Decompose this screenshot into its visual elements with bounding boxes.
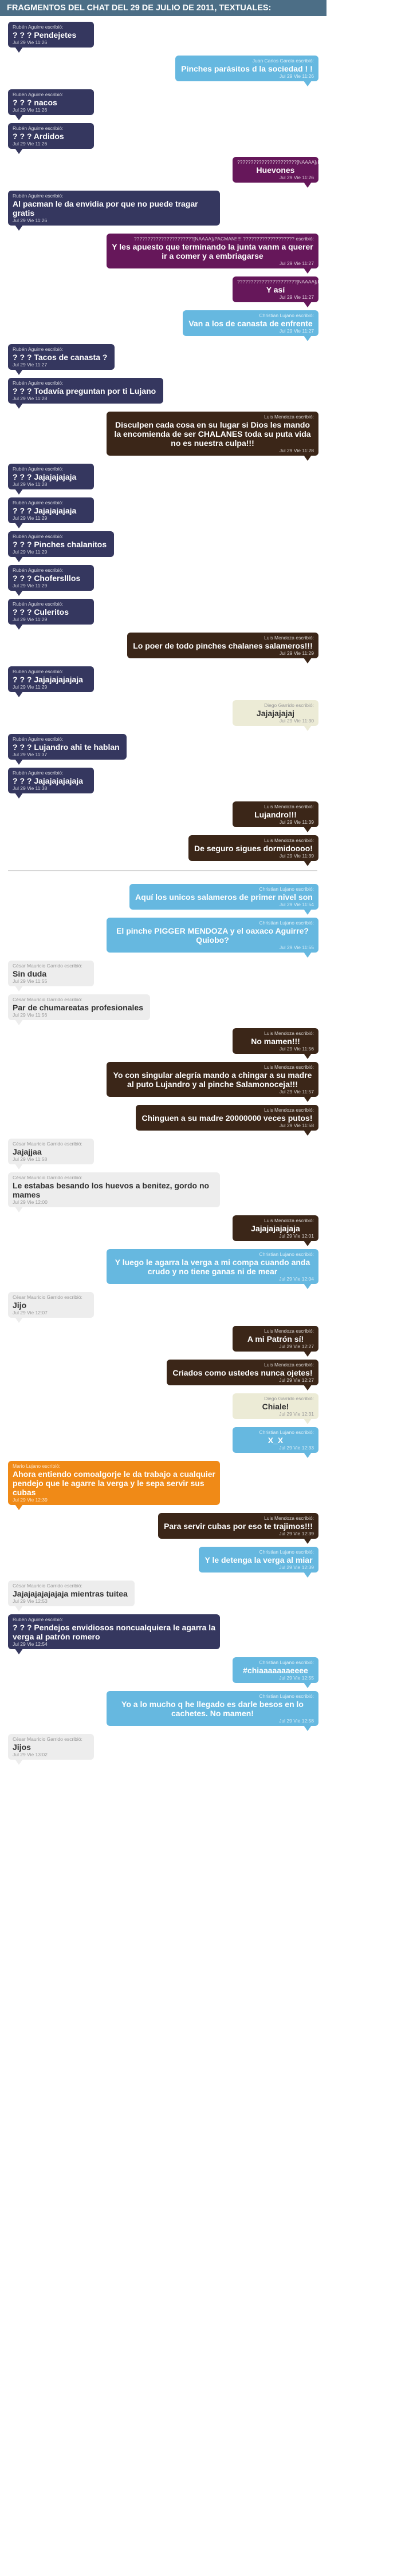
message-text: Ahora entiendo comoalgorje le da trabajo a cualquier pendejo que le agarre la verga y le sepa servir sus cubas (13, 1469, 215, 1497)
message-timestamp: Jul 29 Vie 12:39 (279, 1564, 314, 1570)
message-author: ??????????????????????[NAAAA]¡PACMAN!!!!! ??????????????????? escribió: (237, 159, 417, 165)
chat-message (199, 1547, 318, 1573)
chat-message (8, 1581, 135, 1606)
message-author: Christian Lujano escribió: (259, 920, 314, 926)
message-author: Rubén Aguirre escribió: (13, 1617, 64, 1622)
bubble-tail (304, 302, 312, 307)
bubble-tail (304, 1385, 312, 1390)
chat-message (233, 1326, 318, 1352)
chat-message (8, 1614, 220, 1649)
message-text: Lo poer de todo pinches chalanes salameros!!! (133, 641, 313, 650)
bubble-tail (304, 1283, 312, 1289)
message-timestamp: Jul 29 Vie 11:39 (279, 819, 314, 825)
message-text: De seguro sigues dormidoooo! (194, 844, 313, 853)
chat-message (8, 961, 94, 986)
bubble-tail (304, 1538, 312, 1544)
message-text: Sin duda (13, 969, 47, 978)
message-author: Christian Lujano escribió: (259, 1251, 314, 1257)
bubble-tail (304, 1725, 312, 1731)
chat-message (107, 918, 318, 953)
message-author: Rubén Aguirre escribió: (13, 92, 64, 97)
message-author: César Mauricio Garrido escribió: (13, 963, 82, 969)
message-text: Pinches parásitos d la sociedad ! ! (181, 64, 313, 73)
bubble-tail (15, 1164, 23, 1170)
chat-message (127, 633, 318, 658)
message-timestamp: Jul 29 Vie 12:27 (279, 1344, 314, 1349)
bubble-tail (15, 1759, 23, 1765)
message-text: Disculpen cada cosa en su lugar si Dios les mando la encomienda de ser CHALANES toda su puta vida no es nuestra culpa!!! (114, 420, 311, 448)
bubble-tail (304, 1419, 312, 1424)
message-timestamp: Jul 29 Vie 12:07 (13, 1310, 48, 1315)
message-author: Luis Mendoza escribió: (264, 1515, 314, 1521)
bubble-tail (15, 1504, 23, 1510)
message-author: Rubén Aguirre escribió: (13, 534, 64, 539)
message-text: Jajajajajajajaja mientras tuitea (13, 1589, 128, 1598)
bubble-tail (304, 725, 312, 731)
message-text: ? ? ? Jajajajajaja (13, 472, 77, 481)
chat-message (158, 1513, 318, 1539)
message-author: Christian Lujano escribió: (259, 1549, 314, 1555)
chat-message (183, 310, 318, 336)
message-text: ? ? ? nacos (13, 98, 57, 107)
chat-message (8, 734, 127, 760)
message-author: Rubén Aguirre escribió: (13, 736, 64, 742)
message-timestamp: Jul 29 Vie 11:27 (13, 362, 48, 368)
bubble-tail (15, 114, 23, 120)
message-timestamp: Jul 29 Vie 12:39 (13, 1497, 48, 1503)
chat-message (8, 497, 94, 523)
message-text: No mamen!!! (251, 1037, 300, 1046)
message-timestamp: Jul 29 Vie 11:29 (279, 650, 314, 656)
message-timestamp: Jul 29 Vie 11:26 (13, 141, 48, 147)
message-author: Christian Lujano escribió: (259, 313, 314, 318)
message-timestamp: Jul 29 Vie 11:58 (279, 1123, 314, 1128)
bubble-tail (15, 590, 23, 596)
bubble-tail (15, 1649, 23, 1654)
message-author: Luis Mendoza escribió: (264, 1064, 314, 1070)
message-text: Al pacman le da envidia por que no puede tragar gratis (13, 199, 198, 218)
message-text: Jajajajajaj (256, 709, 295, 718)
message-timestamp: Jul 29 Vie 12:00 (13, 1199, 48, 1205)
message-author: Luis Mendoza escribió: (264, 414, 314, 420)
bubble-tail (15, 624, 23, 630)
bubble-tail (304, 1240, 312, 1246)
chat-message (129, 884, 318, 910)
message-text: ? ? ? Pendejetes (13, 30, 77, 39)
chat-message (8, 1172, 220, 1207)
bubble-tail (304, 455, 312, 461)
message-timestamp: Jul 29 Vie 11:26 (13, 39, 48, 45)
chat-message (8, 464, 94, 489)
message-text: Chinguen a su madre 20000000 veces putos! (141, 1113, 313, 1123)
message-author: Rubén Aguirre escribió: (13, 380, 64, 386)
message-text: Huevones (256, 165, 295, 175)
message-timestamp: Jul 29 Vie 11:55 (279, 945, 314, 950)
message-author: Luis Mendoza escribió: (264, 1107, 314, 1113)
message-timestamp: Jul 29 Vie 12:55 (279, 1675, 314, 1681)
chat-message (107, 1062, 318, 1097)
message-timestamp: Jul 29 Vie 11:29 (13, 549, 48, 555)
message-text: Jajajjaa (13, 1147, 42, 1156)
chat-message (8, 1461, 220, 1505)
chat-message (167, 1360, 318, 1385)
chat-message (233, 1215, 318, 1241)
chat-message (107, 1691, 318, 1726)
chat-message (8, 666, 94, 692)
message-text: Para servir cubas por eso te trajimos!!! (164, 1522, 313, 1531)
chat-feed[interactable] (0, 16, 417, 2576)
chat-message (107, 234, 318, 268)
message-timestamp: Jul 29 Vie 12:33 (279, 1445, 314, 1451)
message-timestamp: Jul 29 Vie 12:27 (279, 1377, 314, 1383)
message-author: César Mauricio Garrido escribió: (13, 1141, 82, 1147)
bubble-tail (15, 759, 23, 765)
chat-message (233, 1427, 318, 1453)
bubble-tail (15, 1207, 23, 1212)
message-timestamp: Jul 29 Vie 11:56 (279, 1046, 314, 1052)
message-author: César Mauricio Garrido escribió: (13, 1583, 82, 1589)
message-text: Lujandro!!! (254, 810, 297, 819)
message-text: Jijos (13, 1743, 31, 1752)
message-text: #chiaaaaaaaeeee (243, 1666, 308, 1675)
bubble-tail (15, 225, 23, 231)
message-text: Yo con singular alegría mando a chingar a su madre al puto Lujandro y al pinche Salamonoceja!!! (113, 1070, 312, 1089)
bubble-tail (15, 369, 23, 375)
message-timestamp: Jul 29 Vie 12:53 (13, 1598, 48, 1604)
chat-message (233, 157, 417, 183)
message-text: Y le detenga la verga al miar (204, 1555, 313, 1564)
message-timestamp: Jul 29 Vie 12:58 (279, 1718, 314, 1724)
chat-message (8, 1292, 94, 1318)
bubble-tail (304, 952, 312, 958)
message-timestamp: Jul 29 Vie 12:39 (279, 1531, 314, 1536)
message-text: Le estabas besando los huevos a benitez, gordo no mames (13, 1181, 210, 1199)
message-text: ? ? ? Pinches chalanitos (13, 540, 107, 549)
message-timestamp: Jul 29 Vie 11:39 (279, 853, 314, 859)
message-text: ? ? ? Lujandro ahi te hablan (13, 742, 120, 752)
chat-message (8, 123, 94, 149)
chat-message (8, 994, 150, 1020)
bubble-tail (304, 909, 312, 915)
message-author: ??????????????????????[NAAAA]¡PACMAN!!!!! ??????????????????? escribió: (133, 236, 314, 242)
message-author: ??????????????????????[NAAAA]¡PACMAN!!!!! ??????????????????? escribió: (237, 279, 417, 285)
bubble-tail (15, 556, 23, 562)
chat-message (233, 276, 417, 302)
chat-message (8, 378, 163, 404)
message-author: Christian Lujano escribió: (259, 1429, 314, 1435)
message-timestamp: Jul 29 Vie 11:27 (279, 294, 314, 300)
message-text: X_X (267, 1436, 284, 1445)
chat-message (8, 565, 94, 591)
message-timestamp: Jul 29 Vie 11:27 (279, 328, 314, 334)
message-text: Jijo (13, 1301, 27, 1310)
message-text: Jajajajajajaja (251, 1224, 300, 1233)
message-text: Y luego le agarra la verga a mi compa cuando anda crudo y no tiene ganas ni de mear (115, 1258, 310, 1276)
message-text: ? ? ? Ardidos (13, 132, 64, 141)
chat-message (233, 1393, 318, 1419)
chat-message (107, 412, 318, 456)
message-text: A mi Patrón sí! (247, 1334, 304, 1344)
bubble-tail (304, 1130, 312, 1136)
chat-message (8, 191, 220, 226)
message-text: ? ? ? Jajajajajajaja (13, 776, 83, 785)
message-timestamp: Jul 29 Vie 11:29 (13, 617, 48, 622)
message-timestamp: Jul 29 Vie 11:37 (13, 752, 48, 757)
message-author: César Mauricio Garrido escribió: (13, 997, 82, 1002)
bubble-tail (304, 1053, 312, 1059)
chat-message (233, 700, 318, 726)
chat-message (107, 1249, 318, 1284)
message-timestamp: Jul 29 Vie 11:29 (13, 583, 48, 588)
bubble-tail (15, 523, 23, 528)
message-text: Y les apuesto que terminando la junta vanm a querer ir a comer y a embriagarse (112, 242, 313, 260)
message-timestamp: Jul 29 Vie 11:55 (13, 978, 48, 984)
message-timestamp: Jul 29 Vie 12:31 (279, 1411, 314, 1417)
bubble-tail (304, 182, 312, 188)
message-timestamp: Jul 29 Vie 13:02 (13, 1752, 48, 1757)
page-title: FRAGMENTOS DEL CHAT DEL 29 DE JULIO DE 2011, TEXTUALES: (0, 0, 326, 16)
bubble-tail (304, 335, 312, 341)
message-author: Rubén Aguirre escribió: (13, 466, 64, 472)
message-author: Luis Mendoza escribió: (264, 1362, 314, 1368)
message-author: Rubén Aguirre escribió: (13, 601, 64, 607)
bubble-tail (304, 81, 312, 86)
message-timestamp: Jul 29 Vie 11:26 (13, 218, 48, 223)
chat-message (8, 1139, 94, 1164)
bubble-tail (15, 986, 23, 991)
message-timestamp: Jul 29 Vie 11:26 (279, 175, 314, 180)
message-author: Rubén Aguirre escribió: (13, 500, 64, 505)
chat-message (136, 1105, 318, 1131)
message-author: Rubén Aguirre escribió: (13, 567, 64, 573)
message-text: ? ? ? Todavía preguntan por ti Lujano (13, 386, 156, 396)
message-timestamp: Jul 29 Vie 12:54 (13, 1641, 48, 1647)
chat-message (8, 344, 115, 370)
bubble-tail (304, 827, 312, 832)
message-timestamp: Jul 29 Vie 11:57 (279, 1089, 314, 1095)
message-timestamp: Jul 29 Vie 11:38 (13, 785, 48, 791)
message-timestamp: Jul 29 Vie 11:28 (13, 481, 48, 487)
message-author: Luis Mendoza escribió: (264, 1030, 314, 1036)
message-author: Christian Lujano escribió: (259, 886, 314, 892)
bubble-tail (15, 148, 23, 154)
message-text: Van a los de canasta de enfrente (188, 319, 313, 328)
message-timestamp: Jul 29 Vie 11:26 (13, 107, 48, 113)
message-timestamp: Jul 29 Vie 11:54 (279, 902, 314, 907)
message-timestamp: Jul 29 Vie 11:30 (279, 718, 314, 724)
bubble-tail (304, 1096, 312, 1102)
message-text: ? ? ? Jajajajajajaja (13, 675, 83, 684)
message-author: Rubén Aguirre escribió: (13, 669, 64, 674)
chat-message (8, 531, 114, 557)
message-timestamp: Jul 29 Vie 11:29 (13, 684, 48, 690)
message-author: César Mauricio Garrido escribió: (13, 1175, 82, 1180)
message-timestamp: Jul 29 Vie 11:28 (13, 396, 48, 401)
message-text: ? ? ? Culeritos (13, 607, 69, 617)
message-text: El pinche PIGGER MENDOZA y el oaxaco Aguirre? Quiobo? (116, 926, 309, 945)
bubble-tail (15, 403, 23, 409)
message-author: Christian Lujano escribió: (259, 1660, 314, 1665)
message-timestamp: Jul 29 Vie 11:58 (13, 1156, 48, 1162)
chat-message (233, 1657, 318, 1683)
chat-message (233, 1028, 318, 1054)
bubble-tail (304, 860, 312, 866)
chat-message (188, 835, 318, 861)
message-author: Diego Garrido escribió: (264, 702, 314, 708)
message-author: Luis Mendoza escribió: (264, 1328, 314, 1334)
message-author: Rubén Aguirre escribió: (13, 770, 64, 776)
bubble-tail (15, 692, 23, 697)
chat-message (8, 768, 94, 793)
bubble-tail (15, 489, 23, 495)
message-text: ? ? ? Pendejos envidiosos noncualquiera le agarra la verga al patrón romero (13, 1623, 215, 1641)
chat-message (233, 801, 318, 827)
bubble-tail (15, 1020, 23, 1025)
message-author: César Mauricio Garrido escribió: (13, 1736, 82, 1742)
message-author: César Mauricio Garrido escribió: (13, 1294, 82, 1300)
message-author: Luis Mendoza escribió: (264, 837, 314, 843)
bubble-tail (15, 1606, 23, 1611)
message-author: Luis Mendoza escribió: (264, 804, 314, 809)
section-divider (8, 870, 317, 871)
message-timestamp: Jul 29 Vie 11:26 (279, 73, 314, 79)
message-author: Juan Carlos García escribió: (252, 58, 314, 64)
bubble-tail (304, 658, 312, 663)
message-text: Yo a lo mucho q he llegado es darle besos en lo cachetes. No mamen! (121, 1700, 304, 1718)
message-timestamp: Jul 29 Vie 11:56 (13, 1012, 48, 1018)
message-text: ? ? ? Jajajajajaja (13, 506, 77, 515)
message-text: Aquí los unicos salameros de primer nivel son (135, 892, 313, 902)
message-author: Rubén Aguirre escribió: (13, 125, 64, 131)
message-text: ? ? ? Tacos de canasta ? (13, 353, 108, 362)
message-timestamp: Jul 29 Vie 12:04 (279, 1276, 314, 1282)
message-author: Luis Mendoza escribió: (264, 635, 314, 641)
bubble-tail (304, 1452, 312, 1458)
message-text: Chiale! (262, 1402, 289, 1411)
bubble-tail (15, 1317, 23, 1323)
message-text: Y así (266, 285, 285, 294)
message-text: ? ? ? Choferslllos (13, 574, 81, 583)
bubble-tail (304, 1682, 312, 1688)
message-author: Rubén Aguirre escribió: (13, 346, 64, 352)
chat-message (8, 1734, 94, 1760)
bubble-tail (304, 1351, 312, 1357)
chat-message (175, 56, 318, 81)
message-author: Rubén Aguirre escribió: (13, 193, 64, 199)
message-timestamp: Jul 29 Vie 12:01 (279, 1233, 314, 1239)
message-timestamp: Jul 29 Vie 11:28 (279, 448, 314, 453)
message-text: Par de chumareatas profesionales (13, 1003, 143, 1012)
bubble-tail (304, 268, 312, 274)
chat-message (8, 22, 94, 48)
message-author: Luis Mendoza escribió: (264, 1218, 314, 1223)
bubble-tail (15, 47, 23, 53)
message-timestamp: Jul 29 Vie 11:29 (13, 515, 48, 521)
message-timestamp: Jul 29 Vie 11:27 (279, 260, 314, 266)
message-author: Mario Lujano escribió: (13, 1463, 61, 1469)
bubble-tail (15, 793, 23, 799)
chat-message (8, 599, 94, 625)
message-text: Criados como ustedes nunca ojetes! (172, 1368, 313, 1377)
bubble-tail (304, 1572, 312, 1578)
message-author: Rubén Aguirre escribió: (13, 24, 64, 30)
message-author: Diego Garrido escribió: (264, 1396, 314, 1401)
message-author: Christian Lujano escribió: (259, 1693, 314, 1699)
chat-message (8, 89, 94, 115)
